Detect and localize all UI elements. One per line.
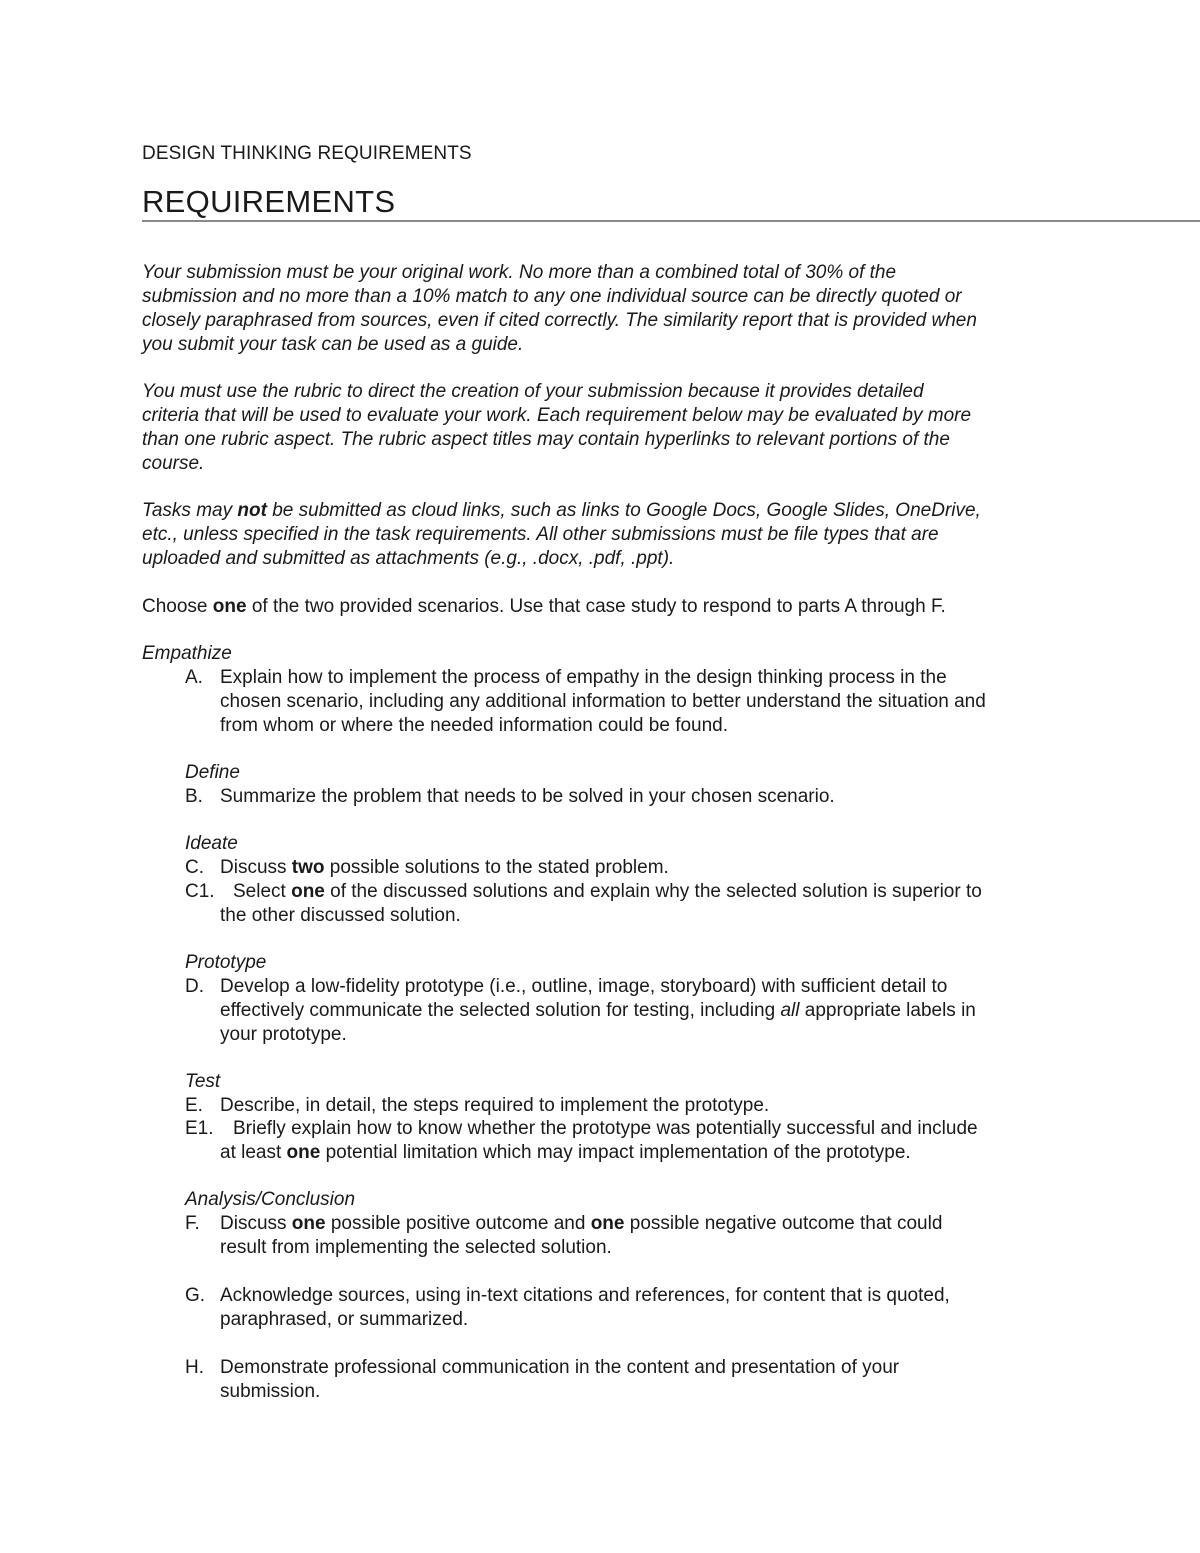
title-divider	[142, 220, 1200, 222]
requirement-g: G. Acknowledge sources, using in-text citations and references, for content that is quoted, paraphrased, or summarized.	[185, 1285, 950, 1330]
text-line: than one rubric aspect. The rubric aspect titles may contain hyperlinks to relevant portions of the	[142, 429, 950, 450]
requirement-a: A. Explain how to implement the process of empathy in the design thinking process in the chosen scenario, including any additional information to better understand the situation and from whom or where the needed information could be found.	[185, 667, 986, 736]
section-prototype: Prototype	[185, 952, 267, 973]
emphasis-not: not	[237, 500, 267, 521]
text-line: Your submission must be your original work. No more than a combined total of 30% of the	[142, 262, 897, 283]
text-line: criteria that will be used to evaluate your work. Each requirement below may be evaluated by more	[142, 405, 972, 426]
submission-format-paragraph	[142, 499, 1072, 571]
text-line: submission and no more than a 10% match to any one individual source can be directly quoted or	[142, 286, 962, 307]
text-line: You must use the rubric to direct the creation of your submission because it provides detailed	[142, 381, 924, 402]
emphasis-one: one	[212, 596, 247, 617]
item-marker: D.	[185, 976, 204, 997]
requirement-h: H. Demonstrate professional communication in the content and presentation of your submission.	[185, 1357, 900, 1402]
requirement-e: E. Describe, in detail, the steps required to implement the prototype.	[185, 1095, 770, 1116]
scenario-instruction: Choose one of the two provided scenarios. Use that case study to respond to parts A through F.	[142, 596, 946, 617]
requirement-c1: C1. Select one of the discussed solutions and explain why the selected solution is superior to the other discussed solution.	[185, 881, 982, 926]
item-marker: A.	[185, 667, 203, 688]
text-line: you submit your task can be used as a guide.	[142, 334, 524, 355]
section-analysis-conclusion: Analysis/Conclusion	[185, 1189, 356, 1210]
item-marker: C.	[185, 857, 204, 878]
item-marker: C1.	[185, 881, 215, 902]
text-line: closely paraphrased from sources, even if cited correctly. The similarity report that is provided when	[142, 310, 977, 331]
text-line: Tasks may not be submitted as cloud links, such as links to Google Docs, Google Slides, OneDrive,	[142, 500, 981, 521]
originality-paragraph	[142, 261, 1072, 357]
rubric-paragraph	[142, 380, 1072, 476]
requirement-e1: E1. Briefly explain how to know whether the prototype was potentially successful and include at least one potential limitation which may impact implementation of the prototype.	[185, 1118, 978, 1163]
section-empathize: Empathize	[142, 643, 232, 664]
requirement-f: F. Discuss one possible positive outcome and one possible negative outcome that could result from implementing the selected solution.	[185, 1213, 943, 1258]
text-line: etc., unless specified in the task requirements. All other submissions must be file types that are	[142, 524, 939, 545]
section-define: Define	[185, 762, 240, 783]
item-marker: E.	[185, 1095, 203, 1116]
item-marker: H.	[185, 1357, 204, 1378]
item-marker: G.	[185, 1285, 206, 1306]
requirement-c: C. Discuss two possible solutions to the stated problem.	[185, 857, 669, 878]
item-marker: E1.	[185, 1118, 214, 1139]
item-marker: F.	[185, 1213, 200, 1234]
section-test: Test	[185, 1071, 221, 1092]
document-title: REQUIREMENTS	[142, 184, 396, 219]
item-marker: B.	[185, 786, 203, 807]
requirement-b: B. Summarize the problem that needs to be solved in your chosen scenario.	[185, 786, 835, 807]
section-ideate: Ideate	[185, 833, 238, 854]
text-line: uploaded and submitted as attachments (e.g., .docx, .pdf, .ppt).	[142, 548, 675, 569]
document-header: DESIGN THINKING REQUIREMENTS	[142, 143, 472, 164]
text-line: course.	[142, 453, 205, 474]
requirement-d: D. Develop a low-fidelity prototype (i.e., outline, image, storyboard) with sufficient detail to effectively communicate the selected solution for testing, including all appropriate labels in your prototype.	[185, 976, 976, 1045]
